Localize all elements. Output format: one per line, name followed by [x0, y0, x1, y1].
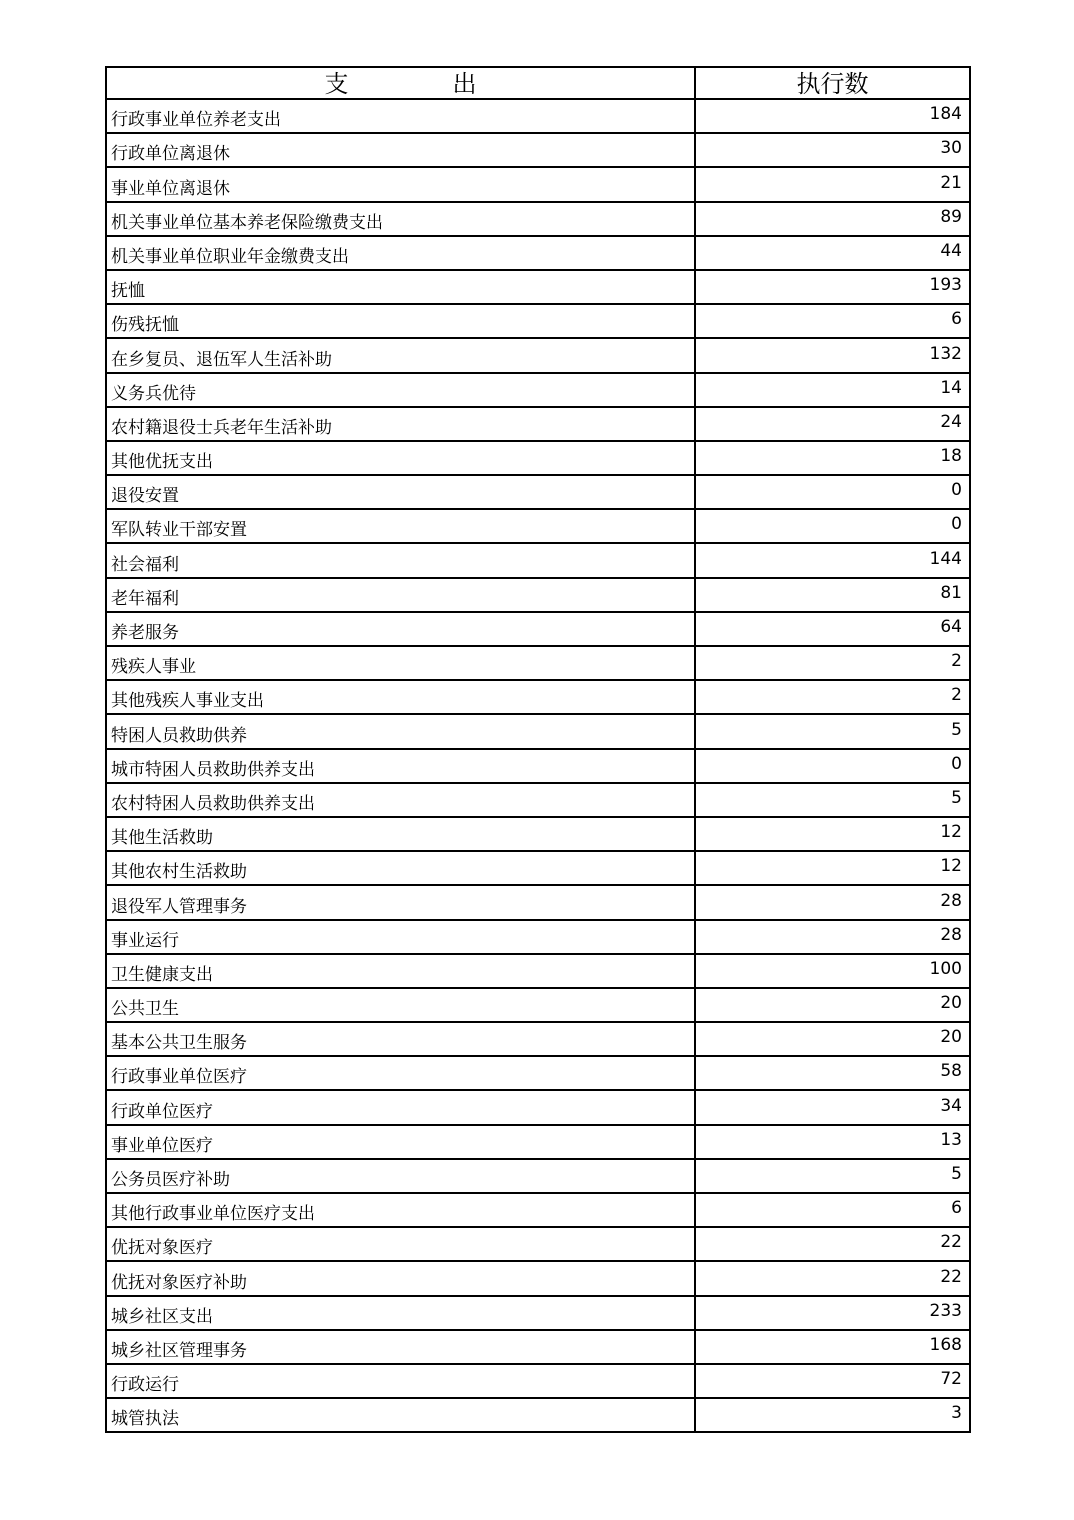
table-row: [106, 543, 970, 577]
row-item-name: 退役军人管理事务: [106, 885, 695, 919]
row-item-name: 事业单位离退休: [106, 167, 695, 201]
row-item-value: 3: [695, 1398, 970, 1432]
row-item-name: 行政单位医疗: [106, 1090, 695, 1124]
column-header-executed-amount: 执行数: [695, 67, 970, 99]
table-row: [106, 475, 970, 509]
table-row: [106, 920, 970, 954]
row-item-name: 行政单位离退休: [106, 133, 695, 167]
table-header-row: [106, 67, 970, 99]
table-row: [106, 988, 970, 1022]
table-row: [106, 1227, 970, 1261]
table-row: [106, 167, 970, 201]
row-item-value: 22: [695, 1227, 970, 1261]
row-item-value: 0: [695, 509, 970, 543]
row-item-value: 64: [695, 612, 970, 646]
table-row: [106, 338, 970, 372]
row-item-value: 132: [695, 338, 970, 372]
table-row: [106, 954, 970, 988]
row-item-value: 13: [695, 1125, 970, 1159]
table-row: [106, 270, 970, 304]
table-body: [106, 99, 970, 1432]
table-row: [106, 373, 970, 407]
table-row: [106, 851, 970, 885]
expenditure-sheet: [105, 66, 969, 1433]
row-item-name: 退役安置: [106, 475, 695, 509]
row-item-value: 193: [695, 270, 970, 304]
row-item-name: 在乡复员、退伍军人生活补助: [106, 338, 695, 372]
table-row: [106, 749, 970, 783]
row-item-value: 12: [695, 817, 970, 851]
column-header-expenditure: 支出: [106, 67, 695, 99]
table-row: [106, 407, 970, 441]
row-item-value: 5: [695, 1159, 970, 1193]
row-item-name: 义务兵优待: [106, 373, 695, 407]
table-row: [106, 714, 970, 748]
table-row: [106, 1090, 970, 1124]
row-item-value: 81: [695, 578, 970, 612]
row-item-name: 养老服务: [106, 612, 695, 646]
table-row: [106, 133, 970, 167]
row-item-value: 2: [695, 680, 970, 714]
row-item-name: 老年福利: [106, 578, 695, 612]
row-item-value: 58: [695, 1056, 970, 1090]
row-item-name: 机关事业单位基本养老保险缴费支出: [106, 202, 695, 236]
row-item-name: 城管执法: [106, 1398, 695, 1432]
row-item-value: 30: [695, 133, 970, 167]
row-item-value: 28: [695, 885, 970, 919]
row-item-name: 行政事业单位养老支出: [106, 99, 695, 133]
table-row: [106, 578, 970, 612]
row-item-value: 0: [695, 749, 970, 783]
row-item-name: 城乡社区支出: [106, 1296, 695, 1330]
row-item-value: 5: [695, 714, 970, 748]
row-item-name: 事业单位医疗: [106, 1125, 695, 1159]
row-item-name: 其他残疾人事业支出: [106, 680, 695, 714]
row-item-value: 21: [695, 167, 970, 201]
row-item-value: 100: [695, 954, 970, 988]
row-item-value: 20: [695, 1022, 970, 1056]
table-row: [106, 1364, 970, 1398]
row-item-name: 公务员医疗补助: [106, 1159, 695, 1193]
row-item-name: 残疾人事业: [106, 646, 695, 680]
row-item-value: 6: [695, 1193, 970, 1227]
table-row: [106, 612, 970, 646]
table-row: [106, 509, 970, 543]
row-item-value: 0: [695, 475, 970, 509]
table-row: [106, 304, 970, 338]
table-row: [106, 885, 970, 919]
table-row: [106, 1398, 970, 1432]
table-row: [106, 441, 970, 475]
row-item-name: 军队转业干部安置: [106, 509, 695, 543]
row-item-name: 城乡社区管理事务: [106, 1330, 695, 1364]
table-row: [106, 1330, 970, 1364]
row-item-value: 20: [695, 988, 970, 1022]
row-item-value: 28: [695, 920, 970, 954]
table-row: [106, 783, 970, 817]
row-item-value: 72: [695, 1364, 970, 1398]
row-item-name: 农村籍退役士兵老年生活补助: [106, 407, 695, 441]
table-row: [106, 1056, 970, 1090]
row-item-name: 基本公共卫生服务: [106, 1022, 695, 1056]
row-item-value: 184: [695, 99, 970, 133]
row-item-value: 24: [695, 407, 970, 441]
row-item-value: 22: [695, 1261, 970, 1295]
row-item-value: 34: [695, 1090, 970, 1124]
row-item-value: 89: [695, 202, 970, 236]
row-item-name: 其他生活救助: [106, 817, 695, 851]
table-row: [106, 1125, 970, 1159]
row-item-name: 卫生健康支出: [106, 954, 695, 988]
expenditure-table: [105, 66, 971, 1433]
row-item-name: 机关事业单位职业年金缴费支出: [106, 236, 695, 270]
row-item-value: 44: [695, 236, 970, 270]
row-item-name: 事业运行: [106, 920, 695, 954]
table-row: [106, 646, 970, 680]
row-item-value: 233: [695, 1296, 970, 1330]
row-item-value: 14: [695, 373, 970, 407]
row-item-name: 优抚对象医疗补助: [106, 1261, 695, 1295]
row-item-name: 优抚对象医疗: [106, 1227, 695, 1261]
row-item-name: 其他优抚支出: [106, 441, 695, 475]
row-item-name: 伤残抚恤: [106, 304, 695, 338]
row-item-name: 行政事业单位医疗: [106, 1056, 695, 1090]
table-row: [106, 1159, 970, 1193]
row-item-value: 144: [695, 543, 970, 577]
row-item-value: 2: [695, 646, 970, 680]
row-item-name: 特困人员救助供养: [106, 714, 695, 748]
row-item-name: 行政运行: [106, 1364, 695, 1398]
table-row: [106, 99, 970, 133]
row-item-value: 5: [695, 783, 970, 817]
row-item-name: 公共卫生: [106, 988, 695, 1022]
row-item-value: 6: [695, 304, 970, 338]
row-item-value: 12: [695, 851, 970, 885]
table-row: [106, 817, 970, 851]
row-item-name: 农村特困人员救助供养支出: [106, 783, 695, 817]
table-row: [106, 1193, 970, 1227]
table-row: [106, 202, 970, 236]
row-item-name: 抚恤: [106, 270, 695, 304]
table-row: [106, 1296, 970, 1330]
table-row: [106, 236, 970, 270]
table-row: [106, 1022, 970, 1056]
row-item-name: 城市特困人员救助供养支出: [106, 749, 695, 783]
row-item-value: 18: [695, 441, 970, 475]
table-row: [106, 1261, 970, 1295]
row-item-name: 其他农村生活救助: [106, 851, 695, 885]
row-item-name: 社会福利: [106, 543, 695, 577]
row-item-value: 168: [695, 1330, 970, 1364]
row-item-name: 其他行政事业单位医疗支出: [106, 1193, 695, 1227]
table-row: [106, 680, 970, 714]
